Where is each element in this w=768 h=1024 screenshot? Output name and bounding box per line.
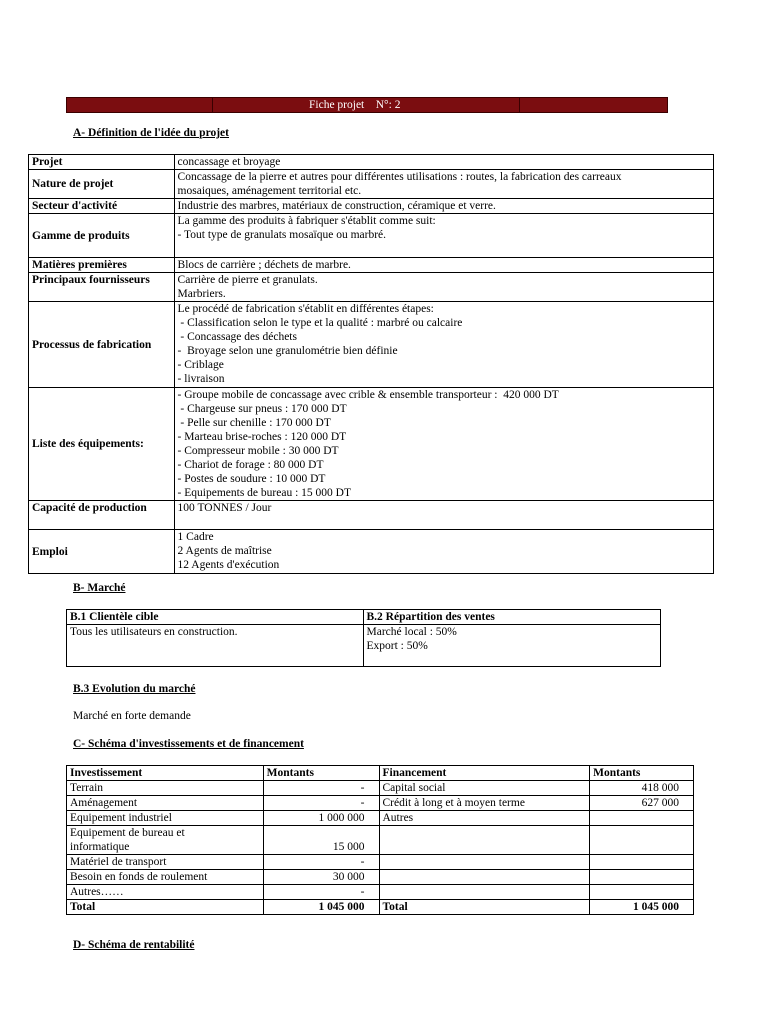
definition-row <box>29 170 714 199</box>
definition-line: - Tout type de granulats mosaïque ou marbré. <box>177 229 387 241</box>
investment-item: Investissement <box>67 766 264 781</box>
financing-item <box>379 826 590 855</box>
investment-row <box>67 766 694 781</box>
definition-line: Concassage de la pierre et autres pour différentes utilisations : routes, la fabrication des carreaux <box>177 171 622 183</box>
definition-line: - Broyage selon une granulométrie bien définie <box>177 345 398 357</box>
financing-amount: Montants <box>590 766 694 781</box>
target-clients-line: Tous les utilisateurs en construction. <box>70 626 238 638</box>
financing-amount: 627 000 <box>590 796 694 811</box>
banner-divider <box>212 98 213 112</box>
target-clients-header: B.1 Clientèle cible <box>67 610 364 625</box>
investment-item: Equipement industriel <box>67 811 264 826</box>
investment-item: Matériel de transport <box>67 855 264 870</box>
section-c-heading: C- Schéma d'investissements et de financement <box>73 738 304 750</box>
market-table <box>66 609 661 667</box>
definition-value <box>174 530 713 574</box>
investment-row <box>67 855 694 870</box>
definition-line: - Classification selon le type et la qualité : marbré ou calcaire <box>177 317 463 329</box>
definition-row <box>29 214 714 258</box>
financing-amount <box>590 870 694 885</box>
financing-item: Crédit à long et à moyen terme <box>379 796 590 811</box>
investment-item: Autres…… <box>67 885 264 900</box>
definition-value <box>174 170 713 199</box>
definition-line: - Concassage des déchets <box>177 331 297 343</box>
definition-line: 12 Agents d'exécution <box>177 559 280 571</box>
definition-line: mosaiques, aménagement territorial etc. <box>177 185 362 197</box>
definition-line: - Compresseur mobile : 30 000 DT <box>177 445 339 457</box>
financing-item: Financement <box>379 766 590 781</box>
financing-item: Capital social <box>379 781 590 796</box>
financing-amount: 1 045 000 <box>590 900 694 915</box>
definition-label: Processus de fabrication <box>29 302 175 388</box>
investment-amount: - <box>263 855 379 870</box>
financing-item <box>379 855 590 870</box>
definition-line: 100 TONNES / Jour <box>177 502 272 514</box>
definition-label: Nature de projet <box>29 170 175 199</box>
definition-line: - Equipements de bureau : 15 000 DT <box>177 487 351 499</box>
definition-line: - livraison <box>177 373 225 385</box>
definition-value <box>174 155 713 170</box>
section-a-heading: A- Définition de l'idée du projet <box>73 127 229 139</box>
definition-row <box>29 273 714 302</box>
definition-line: Carrière de pierre et granulats. <box>177 274 318 286</box>
definition-line: - Postes de soudure : 10 000 DT <box>177 473 326 485</box>
investment-amount: Montants <box>263 766 379 781</box>
definition-line: La gamme des produits à fabriquer s'établit comme suit: <box>177 215 436 227</box>
banner-text <box>309 98 400 112</box>
investment-amount: 15 000 <box>263 826 379 855</box>
definition-row <box>29 530 714 574</box>
investment-row <box>67 870 694 885</box>
definition-label: Liste des équipements: <box>29 388 175 501</box>
definition-line: 2 Agents de maîtrise <box>177 545 272 557</box>
definition-line: concassage et broyage <box>177 156 281 168</box>
investment-amount: 30 000 <box>263 870 379 885</box>
investment-row <box>67 781 694 796</box>
banner-title: Fiche projet <box>309 99 365 111</box>
definition-line: - Groupe mobile de concassage avec crible & ensemble transporteur : 420 000 DT <box>177 389 559 401</box>
financing-amount <box>590 811 694 826</box>
investment-financing-table <box>66 765 694 915</box>
definition-line: Marbriers. <box>177 288 226 300</box>
banner-number: N°: 2 <box>375 99 401 111</box>
market-evolution-heading: B.3 Evolution du marché <box>73 683 196 695</box>
investment-amount: - <box>263 796 379 811</box>
definition-line: - Marteau brise-roches : 120 000 DT <box>177 431 347 443</box>
definition-label: Principaux fournisseurs <box>29 273 175 302</box>
investment-amount: 1 000 000 <box>263 811 379 826</box>
definition-row <box>29 388 714 501</box>
definition-value <box>174 199 713 214</box>
banner-divider <box>519 98 520 112</box>
definition-value <box>174 388 713 501</box>
definition-value <box>174 501 713 530</box>
investment-item: Aménagement <box>67 796 264 811</box>
investment-row <box>67 826 694 855</box>
sales-distribution-cell <box>363 625 661 667</box>
definition-label: Projet <box>29 155 175 170</box>
definition-row <box>29 258 714 273</box>
investment-item: Total <box>67 900 264 915</box>
definition-label: Capacité de production <box>29 501 175 530</box>
definition-row <box>29 302 714 388</box>
investment-amount: 1 045 000 <box>263 900 379 915</box>
financing-item: Autres <box>379 811 590 826</box>
definition-line: - Chargeuse sur pneus : 170 000 DT <box>177 403 347 415</box>
definition-value <box>174 273 713 302</box>
financing-item <box>379 885 590 900</box>
financing-amount <box>590 855 694 870</box>
financing-amount <box>590 885 694 900</box>
definition-label: Gamme de produits <box>29 214 175 258</box>
financing-amount <box>590 826 694 855</box>
investment-amount: - <box>263 781 379 796</box>
definition-value <box>174 214 713 258</box>
investment-row <box>67 900 694 915</box>
target-clients-cell <box>67 625 364 667</box>
definition-line: Industrie des marbres, matériaux de construction, céramique et verre. <box>177 200 496 212</box>
definition-line: Blocs de carrière ; déchets de marbre. <box>177 259 351 271</box>
financing-amount: 418 000 <box>590 781 694 796</box>
investment-row <box>67 811 694 826</box>
investment-row <box>67 885 694 900</box>
definition-label: Emploi <box>29 530 175 574</box>
definition-line: Le procédé de fabrication s'établit en différentes étapes: <box>177 303 434 315</box>
investment-item: Besoin en fonds de roulement <box>67 870 264 885</box>
definition-line: - Pelle sur chenille : 170 000 DT <box>177 417 331 429</box>
sales-local-line: Marché local : 50% <box>366 626 457 638</box>
project-definition-table <box>28 154 714 574</box>
investment-item: Equipement de bureau et informatique <box>67 826 264 855</box>
definition-value <box>174 258 713 273</box>
definition-row <box>29 199 714 214</box>
definition-line: - Criblage <box>177 359 224 371</box>
section-d-heading: D- Schéma de rentabilité <box>73 939 195 951</box>
investment-row <box>67 796 694 811</box>
definition-line: - Chariot de forage : 80 000 DT <box>177 459 324 471</box>
definition-row <box>29 501 714 530</box>
project-banner <box>66 97 668 113</box>
definition-label: Matières premières <box>29 258 175 273</box>
definition-row <box>29 155 714 170</box>
definition-value <box>174 302 713 388</box>
definition-line: 1 Cadre <box>177 531 214 543</box>
definition-label: Secteur d'activité <box>29 199 175 214</box>
section-b-heading: B- Marché <box>73 582 126 594</box>
sales-export-line: Export : 50% <box>366 640 428 652</box>
financing-item: Total <box>379 900 590 915</box>
market-evolution-text: Marché en forte demande <box>73 710 191 722</box>
financing-item <box>379 870 590 885</box>
sales-distribution-header: B.2 Répartition des ventes <box>363 610 661 625</box>
investment-item: Terrain <box>67 781 264 796</box>
investment-amount: - <box>263 885 379 900</box>
